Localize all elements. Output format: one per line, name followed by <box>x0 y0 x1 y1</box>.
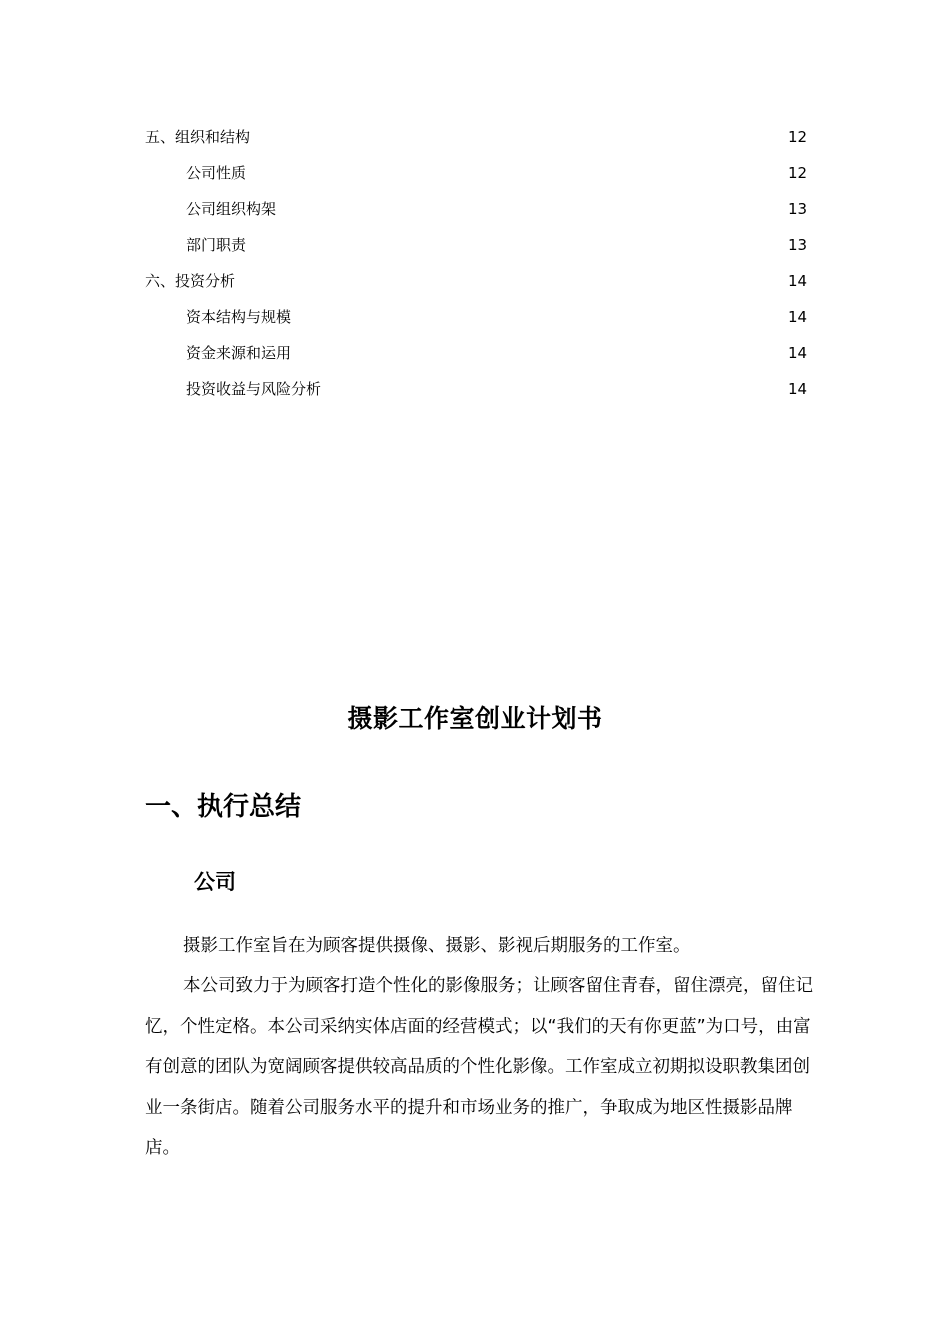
toc-entry-page: 12 <box>788 164 808 182</box>
toc-entry-label: 资本结构与规模 <box>186 308 292 326</box>
paragraph-mission: 本公司致力于为顾客打造个性化的影像服务；让顾客留住青春，留住漂亮，留住记忆，个性定格。本公司采纳实体店面的经营模式；以“我们的天有你更蓝”为口号，由富有创意的团队为宽阔顾客提供较高品质的个性化影像。工作室成立初期拟设职教集团创业一条街店。随着公司服务水平的提升和市场业务的推广，争取成为地区性摄影品牌店。 <box>145 976 813 1158</box>
section-heading: 一、执行总结 <box>145 792 302 822</box>
toc-entry[interactable] <box>0 307 950 343</box>
toc-entry[interactable] <box>0 199 950 235</box>
toc-entry-label: 资金来源和运用 <box>186 344 292 362</box>
toc-entry-label: 公司性质 <box>186 164 247 182</box>
toc-entry-page: 13 <box>788 200 808 218</box>
toc-entry-label: 投资收益与风险分析 <box>186 380 322 398</box>
document-title: 摄影工作室创业计划书 <box>347 704 603 733</box>
toc-entry[interactable] <box>0 379 950 415</box>
toc-entry-page: 13 <box>788 236 808 254</box>
toc-entry-label: 部门职责 <box>186 236 247 254</box>
toc-entry[interactable] <box>0 271 950 307</box>
subsection-heading: 公司 <box>194 870 236 894</box>
toc-entry-label: 公司组织构架 <box>186 200 277 218</box>
toc-entry-page: 14 <box>788 308 808 326</box>
paragraph-intro: 摄影工作室旨在为顾客提供摄像、摄影、影视后期服务的工作室。 <box>183 936 691 956</box>
toc-entry[interactable] <box>0 235 950 271</box>
toc-entry-page: 14 <box>788 380 808 398</box>
toc-entry-label: 五、组织和结构 <box>145 128 251 146</box>
toc-entry-page: 14 <box>788 344 808 362</box>
toc-entry[interactable] <box>0 163 950 199</box>
toc-entry-page: 12 <box>788 128 808 146</box>
toc-entry-page: 14 <box>788 272 808 290</box>
toc-entry[interactable] <box>0 343 950 379</box>
toc-entry[interactable] <box>0 127 950 163</box>
toc-entry-label: 六、投资分析 <box>145 272 236 290</box>
